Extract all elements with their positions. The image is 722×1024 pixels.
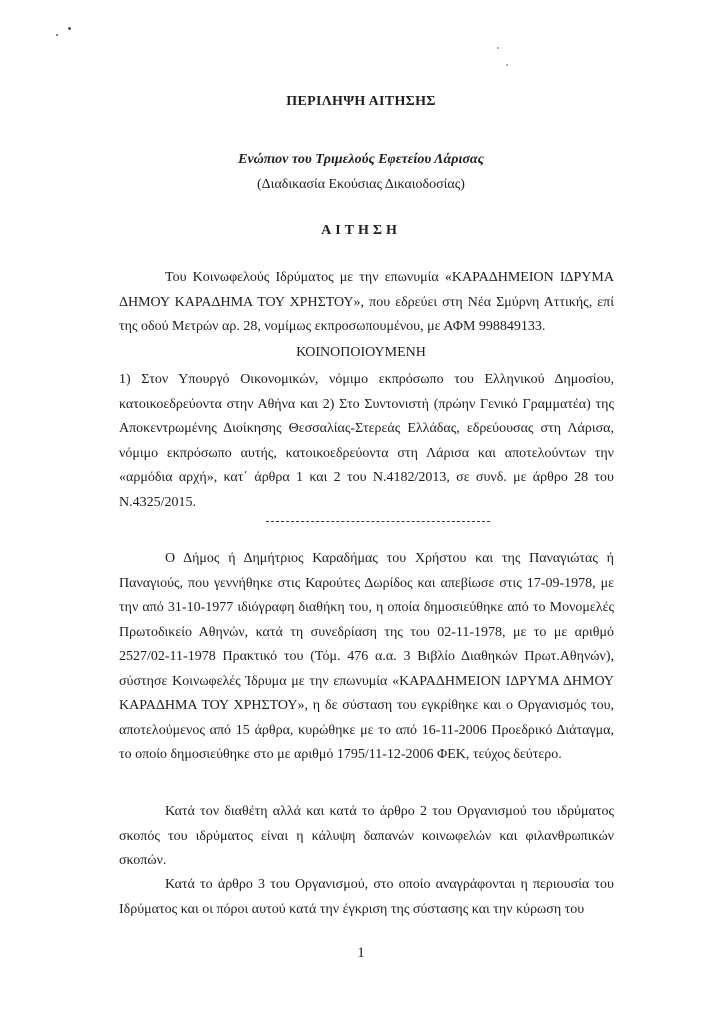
scan-speck xyxy=(497,47,499,49)
page-number: 1 xyxy=(357,945,365,961)
paragraph-text: Κατά το άρθρο 3 του Οργανισμού, στο οποίο αναγράφονται η περιουσία του Ιδρύματος και οι πόροι αυτού κατά την έγκριση της σύστασης και την κύρωση του xyxy=(119,877,614,917)
applicant-text: Του Κοινωφελούς Ιδρύματος με την επωνυμία «ΚΑΡΑΔΗΜΕΙΟΝ ΙΔΡΥΜΑ ΔΗΜΟΥ ΚΑΡΑΔΗΜΑ ΤΟΥ ΧΡΗΣΤΟΥ», που εδρεύει στη Νέα Σμύρνη Αττικής, επί της οδού Μετρών αρ. 28, νομίμως εκπροσωπουμένου, με ΑΦΜ 998849133. xyxy=(119,270,614,334)
separator-line xyxy=(266,521,490,522)
scan-speck xyxy=(56,34,58,36)
section-heading: ΑΙΤΗΣΗ xyxy=(321,223,401,238)
body-paragraph-3 xyxy=(119,873,614,922)
notified-heading: ΚΟΙΝΟΠΟΙΟΥΜΕΝΗ xyxy=(296,345,426,360)
paragraph-text: Κατά τον διαθέτη αλλά και κατά το άρθρο 2 του Οργανισμού του ιδρύματος σκοπός του ιδρύματος είναι η κάλυψη δαπανών κοινωφελών και φιλανθρωπικών σκοπών. xyxy=(119,804,614,868)
scan-speck xyxy=(506,64,508,66)
procedure-type: (Διαδικασία Εκούσιας Δικαιοδοσίας) xyxy=(257,177,465,192)
court-name: Ενώπιον του Τριμελούς Εφετείου Λάρισας xyxy=(238,152,484,167)
applicant-paragraph xyxy=(119,266,614,340)
paragraph-text: Ο Δήμος ή Δημήτριος Καραδήμας του Χρήστου και της Παναγιώτας ή Παναγιούς, που γεννήθηκε στις Καρούτες Δωρίδος και απεβίωσε στις 17-09-1978, με την από 31-10-1977 ιδιόγραφη διαθήκη του, η οποία δημοσιεύθηκε από το Μονομελές Πρωτοδικείο Αθηνών, κατά τη συνεδρίαση της του 02-11-1978, με το με αριθμό 2527/02-11-1978 Πρακτικό του (Τόμ. 476 α.α. 3 Βιβλίο Διαθηκών Πρωτ.Αθηνών), σύστησε Κοινωφελές Ίδρυμα με την επωνυμία «ΚΑΡΑΔΗΜΕΙΟΝ ΙΔΡΥΜΑ ΔΗΜΟΥ ΚΑΡΑΔΗΜΑ ΤΟΥ ΧΡΗΣΤΟΥ», η δε σύσταση του εγκρίθηκε και ο Οργανισμός του, αποτελούμενος από 15 άρθρα, κυρώθηκε με το από 16-11-2006 Προεδρικό Διάταγμα, το οποίο δημοσιεύθηκε στο με αριθμό 1795/11-12-2006 ΦΕΚ, τεύχος δεύτερο. xyxy=(119,551,614,762)
document-title: ΠΕΡΙΛΗΨΗ ΑΙΤΗΣΗΣ xyxy=(286,94,436,109)
notified-text: 1) Στον Υπουργό Οικονομικών, νόμιμο εκπρόσωπο του Ελληνικού Δημοσίου, κατοικοεδρεύοντα στην Αθήνα και 2) Στο Συντονιστή (πρώην Γενικό Γραμματέα) της Αποκεντρωμένης Διοίκησης Θεσσαλίας-Στερεάς Ελλάδας, εδρεύουσας στη Λάρισα, νόμιμο εκπρόσωπο αυτής, κατοικοεδρεύοντα στη Λάρισα και αποτελούντων την «αρμόδια αρχή», κατ΄ άρθρα 1 και 2 του Ν.4182/2013, σε συνδ. με άρθρο 28 του Ν.4325/2015. xyxy=(119,372,614,510)
scan-speck xyxy=(68,27,71,30)
notified-paragraph xyxy=(119,368,614,515)
body-paragraph-1 xyxy=(119,547,614,768)
body-paragraph-2 xyxy=(119,800,614,874)
